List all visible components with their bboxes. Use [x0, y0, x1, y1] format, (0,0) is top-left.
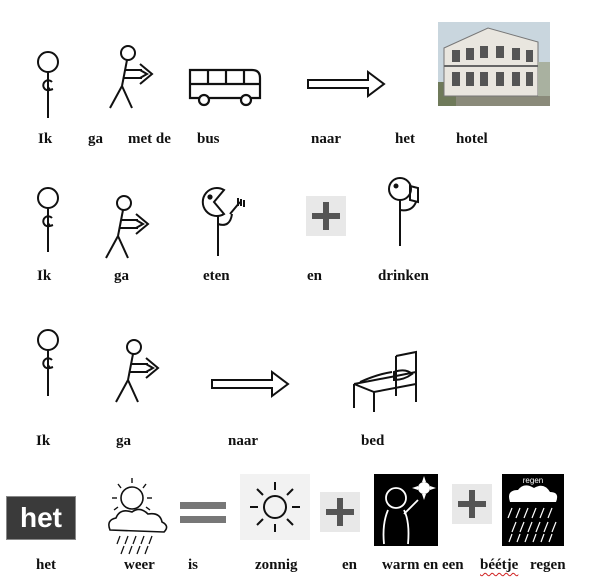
word-weer: weer: [124, 557, 155, 573]
word-is: is: [188, 557, 199, 573]
word-beetje: béétje: [480, 557, 519, 573]
word-ik: Ik: [36, 433, 51, 449]
eating-person-icon: [196, 184, 248, 256]
person-self-icon: [28, 326, 68, 396]
word-naar: naar: [228, 433, 258, 449]
word-en: en: [307, 268, 322, 284]
weather-icon: [100, 476, 174, 556]
walking-person-icon: [100, 44, 164, 112]
bus-icon: [186, 64, 264, 106]
word-drinken: drinken: [378, 268, 429, 284]
equals-icon: [180, 500, 226, 526]
het-card-text: het: [20, 502, 62, 533]
word-het: het: [36, 557, 56, 573]
drinking-person-icon: [386, 176, 426, 246]
word-eten: eten: [203, 268, 230, 284]
word-naar: naar: [311, 131, 341, 147]
rain-card-text: regen: [522, 476, 544, 485]
word-hotel: hotel: [456, 131, 488, 147]
word-ga: ga: [114, 268, 129, 284]
warm-person-icon: [374, 474, 438, 546]
word-ga: ga: [88, 131, 103, 147]
plus-icon: [320, 492, 360, 532]
word-bed: bed: [361, 433, 385, 449]
word-warm-en-een: warm en een: [382, 557, 464, 573]
word-zonnig: zonnig: [255, 557, 298, 573]
word-ga: ga: [116, 433, 131, 449]
word-het: het: [395, 131, 415, 147]
word-bus: bus: [197, 131, 220, 147]
walking-person-icon: [96, 194, 160, 262]
plus-icon: [306, 196, 346, 236]
word-regen: regen: [530, 557, 566, 573]
person-self-icon: [28, 184, 68, 252]
word-en: en: [342, 557, 357, 573]
word-ik: Ik: [37, 268, 52, 284]
arrow-right-icon: [306, 70, 386, 98]
rain-icon: [502, 474, 564, 546]
plus-icon: [452, 484, 492, 524]
person-self-icon: [28, 48, 68, 118]
walking-person-icon: [106, 338, 170, 406]
het-card: [6, 496, 76, 540]
hotel-photo: [438, 22, 550, 106]
word-ik: Ik: [38, 131, 53, 147]
arrow-right-icon: [210, 370, 290, 398]
bed-icon: [350, 350, 424, 412]
sun-icon: [240, 474, 310, 540]
word-met-de: met de: [128, 131, 171, 147]
